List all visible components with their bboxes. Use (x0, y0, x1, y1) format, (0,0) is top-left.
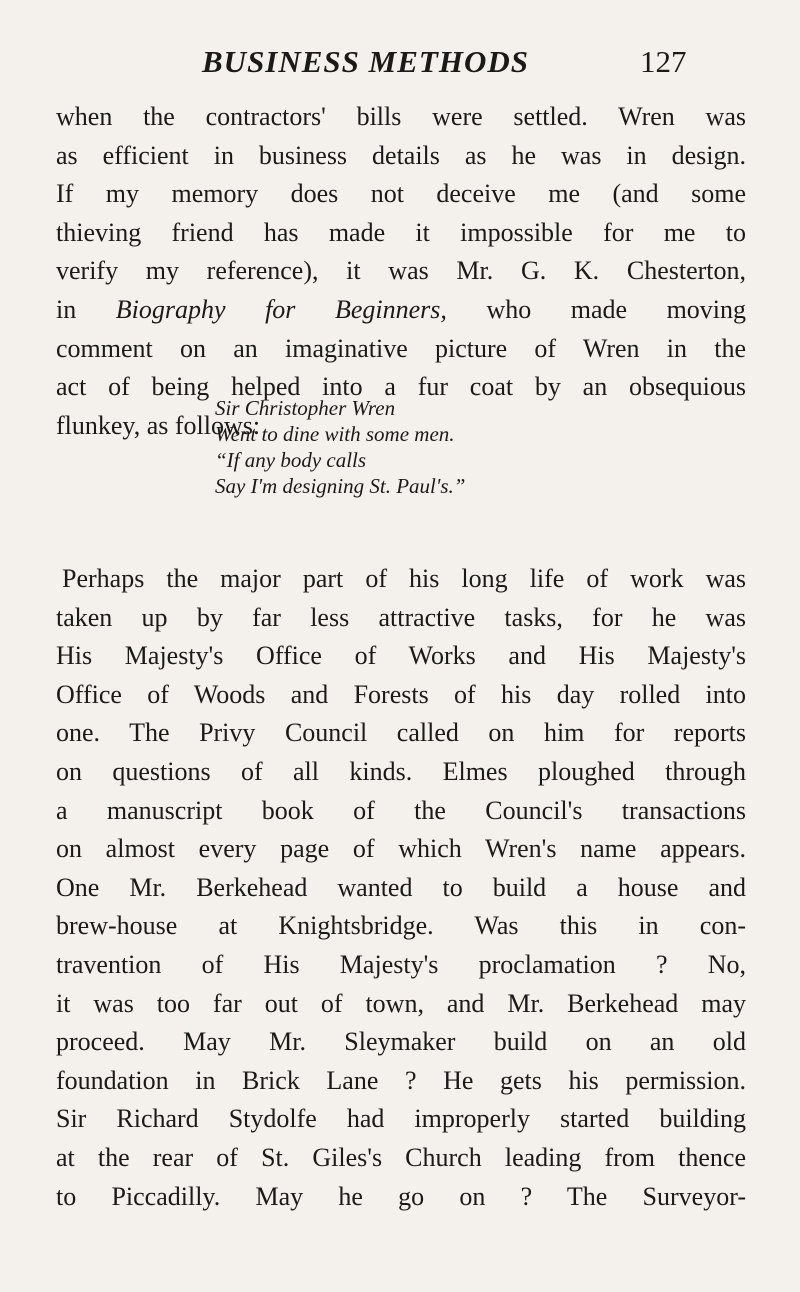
page-number: 127 (640, 44, 687, 79)
text-line: at the rear of St. Giles's Church leading from thence (56, 1142, 746, 1172)
verse-line: “If any body calls (215, 448, 367, 472)
text-line: If my memory does not deceive me (and some (56, 179, 746, 209)
text-fragment: who made moving (486, 294, 747, 324)
text-line: one. The Privy Council called on him for reports (56, 718, 746, 748)
running-title: BUSINESS METHODS (202, 44, 529, 79)
verse-line: Sir Christopher Wren (215, 396, 396, 420)
text-line: foundation in Brick Lane ? He gets his permission. (56, 1065, 746, 1095)
text-line: a manuscript book of the Council's transactions (56, 795, 746, 825)
text-line: Office of Woods and Forests of his day rolled into (56, 679, 746, 709)
text-line: One Mr. Berkehead wanted to build a house and (56, 872, 746, 902)
verse-quote (215, 395, 635, 499)
text-line: His Majesty's Office of Works and His Majesty's (56, 641, 746, 671)
paragraph-2 (56, 560, 746, 1216)
verse-line: Say I'm designing St. Paul's.” (215, 474, 466, 498)
text-line: Sir Richard Stydolfe had improperly started building (56, 1104, 746, 1134)
text-line: Perhaps the major part of his long life of work was (62, 564, 746, 593)
text-line: brew-house at Knightsbridge. Was this in con- (56, 911, 746, 941)
text-line: when the contractors' bills were settled. Wren was (56, 102, 746, 131)
text-line: flunkey, as follows: (56, 410, 261, 440)
text-line: travention of His Majesty's proclamation ? No, (56, 949, 746, 979)
text-line: as efficient in business details as he was in design. (56, 140, 746, 170)
text-line: act of being helped into a fur coat by an obsequious (56, 372, 746, 402)
text-line: comment on an imaginative picture of Wren in the (56, 333, 746, 363)
text-line: on almost every page of which Wren's name appears. (56, 834, 746, 864)
paragraph-1 (56, 98, 746, 445)
text-line: on questions of all kinds. Elmes ploughed through (56, 756, 746, 786)
verse-line: Went to dine with some men. (215, 422, 455, 446)
text-line (56, 291, 746, 330)
text-line: thieving friend has made it impossible for me to (56, 217, 746, 247)
running-head (0, 44, 800, 84)
text-line: taken up by far less attractive tasks, for he was (56, 602, 746, 632)
text-line: proceed. May Mr. Sleymaker build on an old (56, 1027, 746, 1057)
text-line: it was too far out of town, and Mr. Berkehead may (56, 988, 746, 1018)
text-line: to Piccadilly. May he go on ? The Surveyor- (56, 1181, 746, 1211)
text-fragment: in (56, 294, 77, 324)
text-line: verify my reference), it was Mr. G. K. Chesterton, (56, 256, 746, 286)
book-title-italic: Biography for Beginners, (115, 294, 447, 324)
